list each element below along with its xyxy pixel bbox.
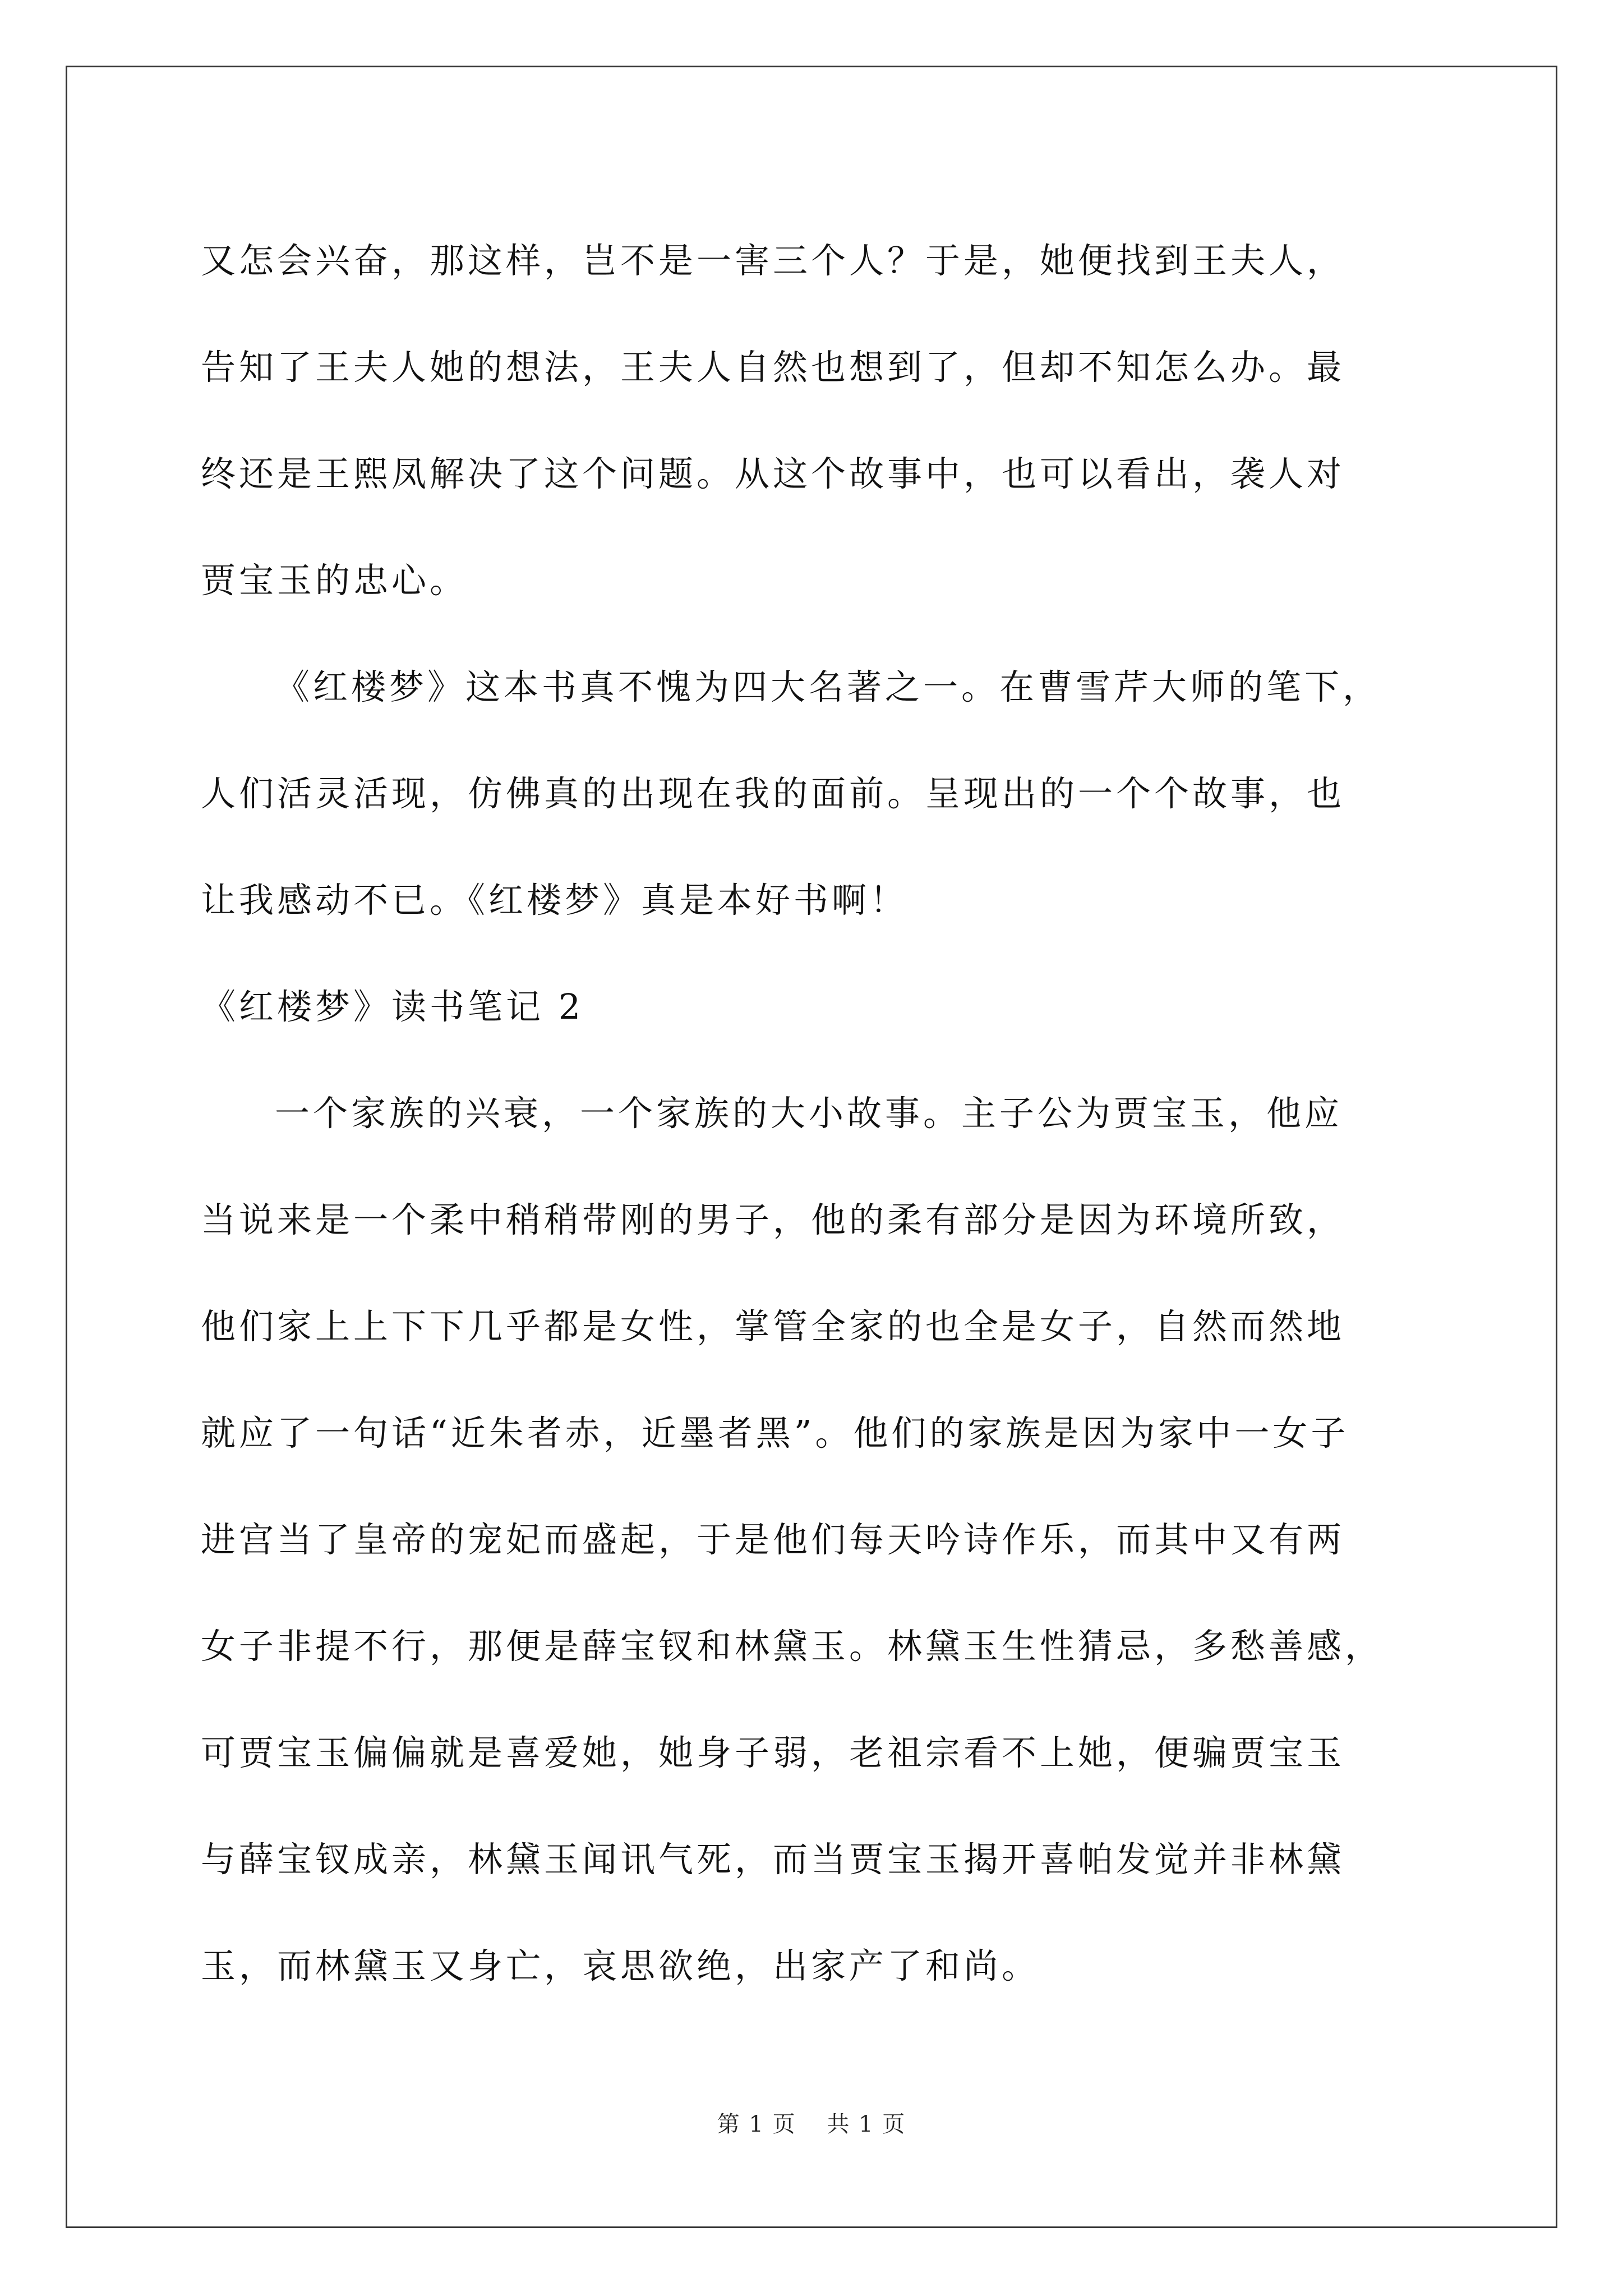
paragraph-line: 又怎会兴奋，那这样，岂不是一害三个人？于是，她便找到王夫人， xyxy=(201,240,1345,281)
paragraph-2 xyxy=(201,634,1451,954)
paragraph-line: 《红楼梦》这本书真不愧为四大名著之一。在曹雪芹大师的笔下， xyxy=(275,666,1381,707)
paragraph-line: 玉，而林黛玉又身亡，哀思欲绝，出家产了和尚。 xyxy=(201,1945,1040,1986)
paragraph-line: 与薛宝钗成亲，林黛玉闻讯气死，而当贾宝玉揭开喜帕发觉并非林黛 xyxy=(201,1839,1345,1880)
paragraph-line: 让我感动不已。《红楼梦》真是本好书啊！ xyxy=(201,880,909,921)
paragraph-line: 女子非提不行，那便是薛宝钗和林黛玉。林黛玉生性猜忌，多愁善感， xyxy=(201,1626,1384,1667)
page-total: 共 1 页 xyxy=(827,2111,906,2137)
paragraph-line: 贾宝玉的忠心。 xyxy=(201,560,468,601)
paragraph-line: 一个家族的兴衰，一个家族的大小故事。主子公为贾宝玉，他应 xyxy=(275,1093,1343,1134)
paragraph-line: 当说来是一个柔中稍稍带刚的男子，他的柔有部分是因为环境所致， xyxy=(201,1199,1345,1240)
document-body xyxy=(201,208,1451,2019)
paragraph-line: 就应了一句话“近朱者赤，近墨者黑”。他们的家族是因为家中一女子 xyxy=(201,1412,1349,1453)
paragraph-line: 他们家上上下下几乎都是女性，掌管全家的也全是女子，自然而然地 xyxy=(201,1306,1345,1347)
page-footer xyxy=(0,2106,1623,2138)
paragraph-3 xyxy=(201,1060,1451,2019)
paragraph-line: 可贾宝玉偏偏就是喜爱她，她身子弱，老祖宗看不上她，便骗贾宝玉 xyxy=(201,1732,1345,1773)
paragraph-1 xyxy=(201,208,1451,634)
paragraph-line: 人们活灵活现，仿佛真的出现在我的面前。呈现出的一个个故事，也 xyxy=(201,773,1345,814)
section-title: 《红楼梦》读书笔记 2 xyxy=(201,986,584,1027)
paragraph-line: 告知了王夫人她的想法，王夫人自然也想到了，但却不知怎么办。最 xyxy=(201,347,1345,388)
paragraph-line: 进宫当了皇帝的宠妃而盛起，于是他们每天吟诗作乐，而其中又有两 xyxy=(201,1519,1345,1560)
paragraph-line: 终还是王熙凤解决了这个问题。从这个故事中，也可以看出，袭人对 xyxy=(201,453,1345,494)
page-number: 第 1 页 xyxy=(717,2111,796,2137)
